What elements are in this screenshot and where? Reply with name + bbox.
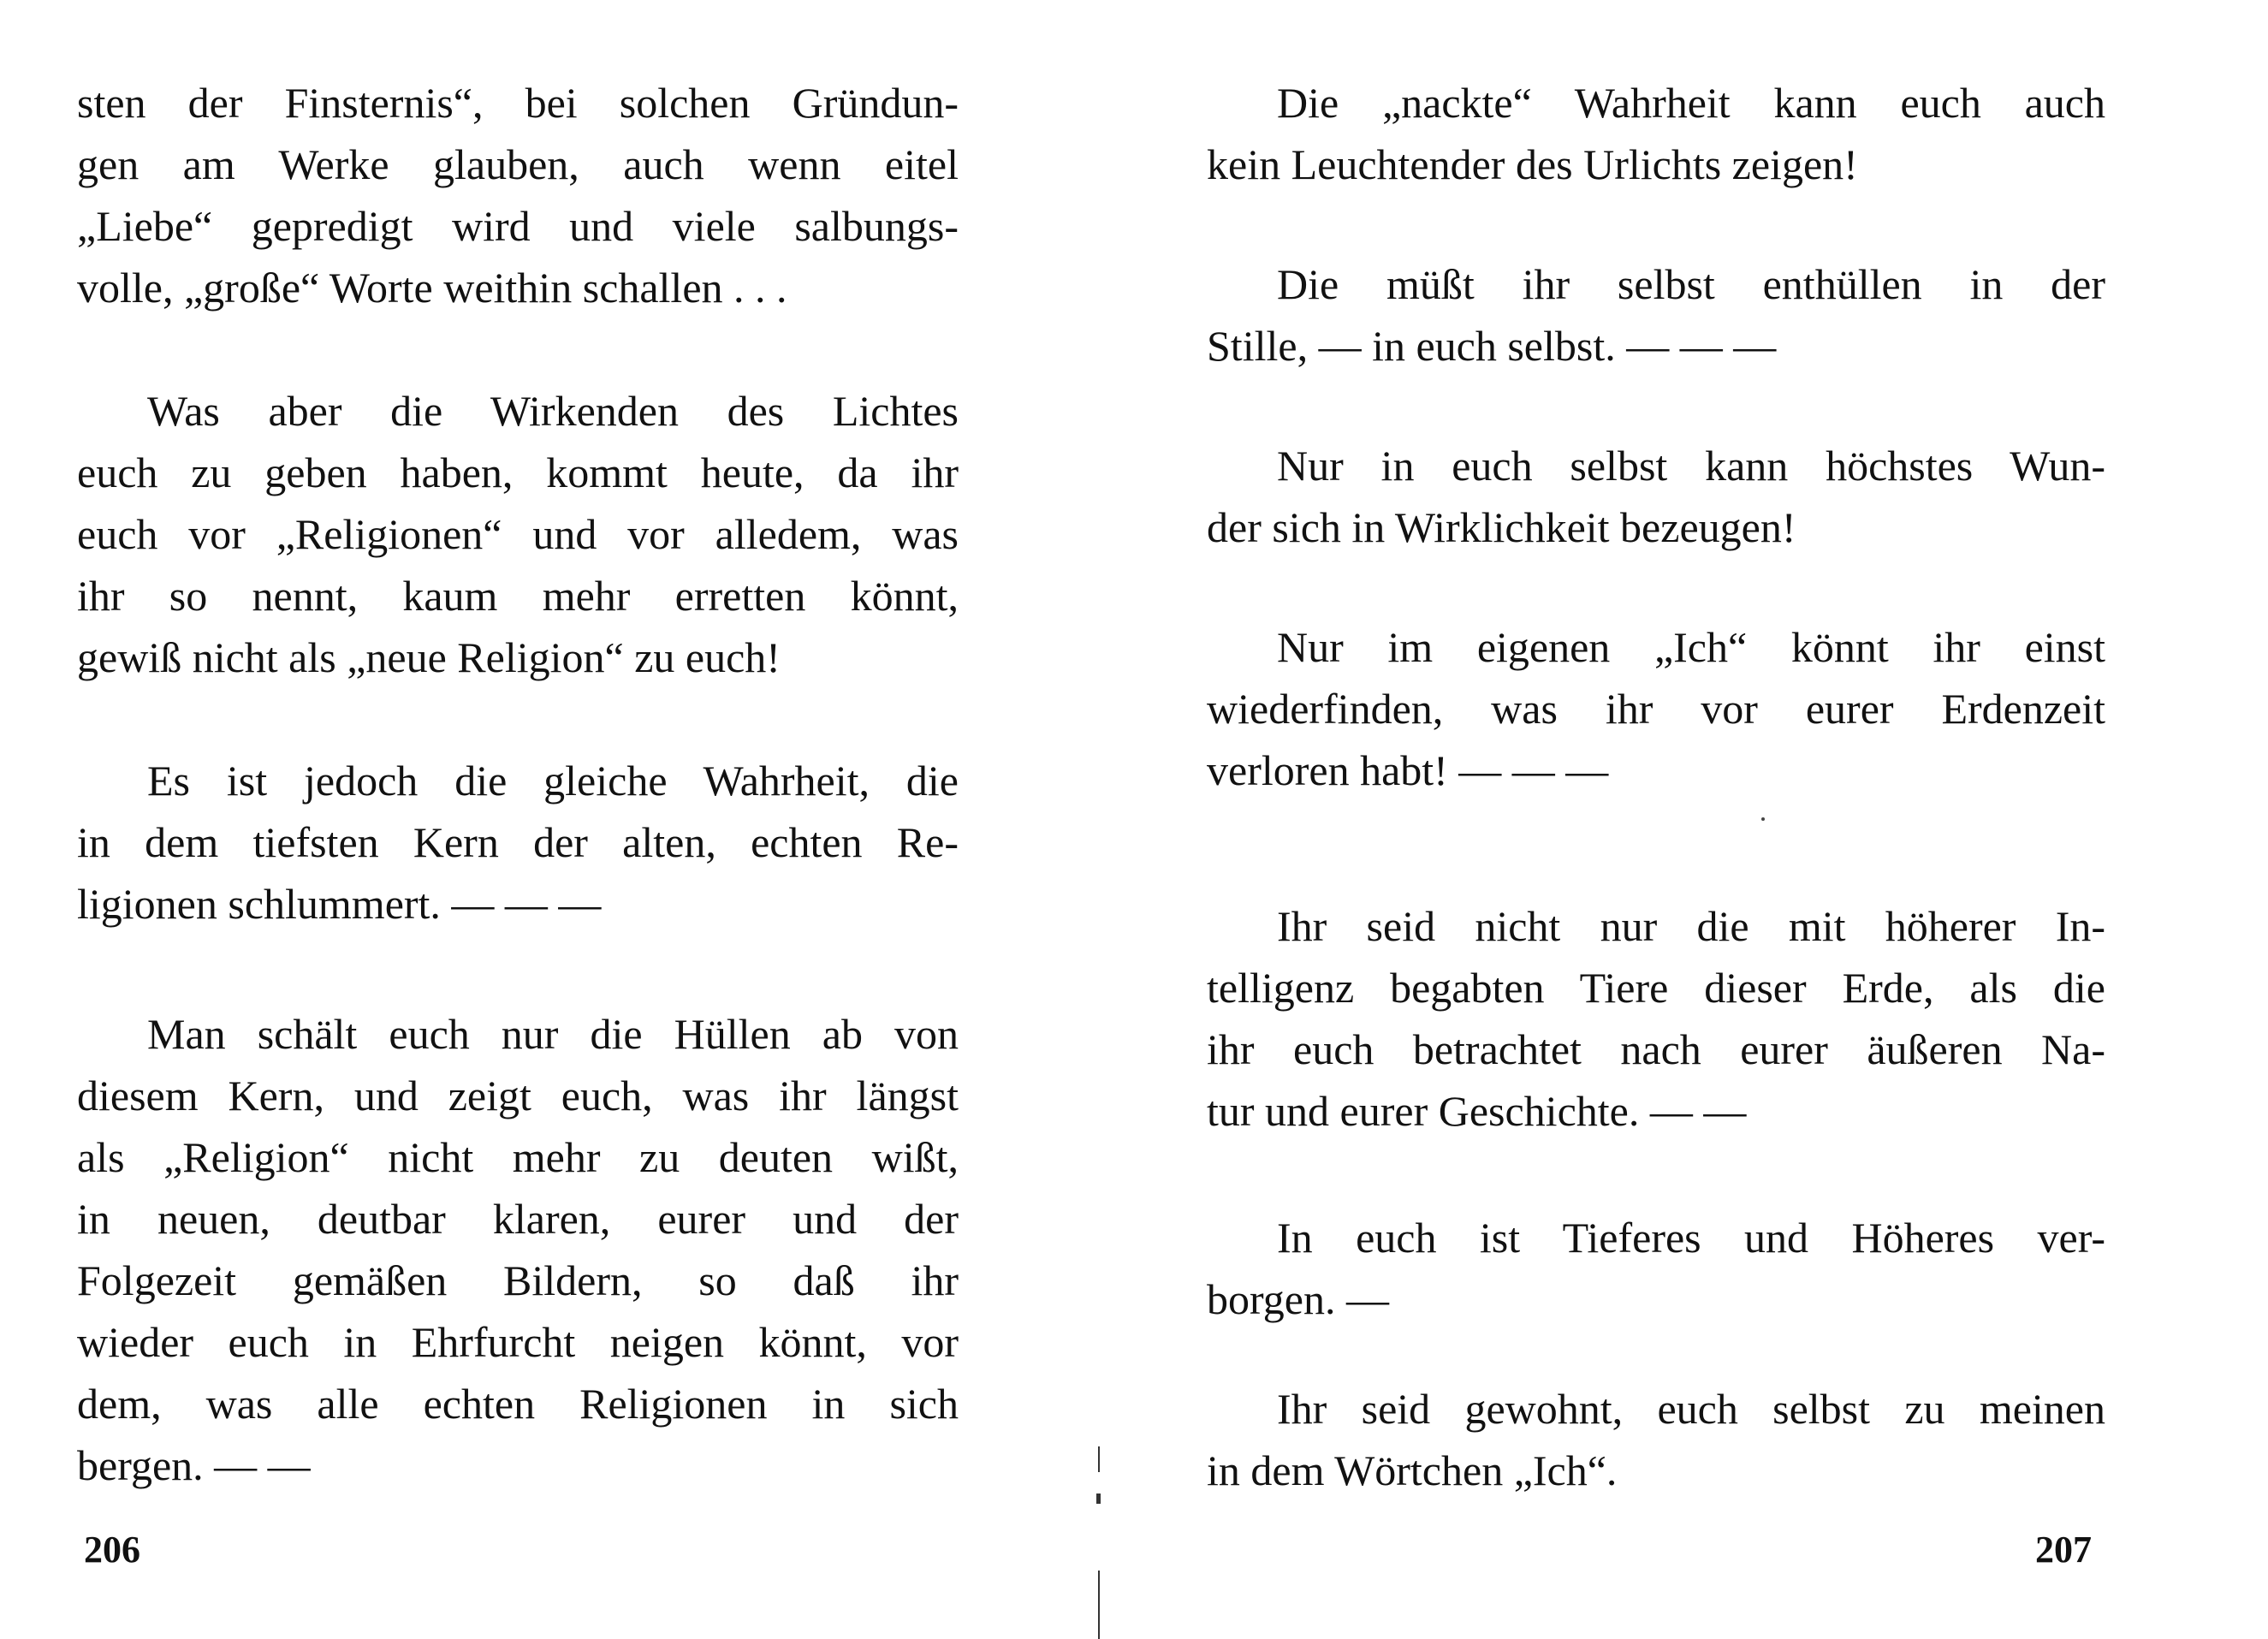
paragraph xyxy=(77,750,959,935)
text-line: euch zu geben haben, kommt heute, da ihr xyxy=(77,448,959,496)
paragraph-gap xyxy=(1207,1330,2105,1378)
text-line: wieder euch in Ehrfurcht neigen könnt, vor xyxy=(77,1318,959,1366)
text-line: Nur in euch selbst kann höchstes Wun- xyxy=(1277,442,2105,490)
text-line: in dem tiefsten Kern der alten, echten Re- xyxy=(77,818,959,866)
paragraph-gap xyxy=(1207,377,2105,435)
text-line: Die müßt ihr selbst enthüllen in der xyxy=(1277,260,2105,308)
text-line: sten der Finsternis“, bei solchen Gründun- xyxy=(77,79,959,127)
text-line: Die „nackte“ Wahrheit kann euch auch xyxy=(1277,79,2105,127)
text-line: Ihr seid nicht nur die mit höherer In- xyxy=(1277,902,2105,950)
text-line: als „Religion“ nicht mehr zu deuten wißt, xyxy=(77,1133,959,1181)
paragraph-gap xyxy=(77,935,959,1003)
text-line: Ihr seid gewohnt, euch selbst zu meinen xyxy=(1277,1385,2105,1433)
paragraph xyxy=(77,1003,959,1496)
paragraph xyxy=(1207,1207,2105,1330)
text-line: euch vor „Religionen“ und vor alledem, was xyxy=(77,510,959,558)
gutter-mark xyxy=(1096,1494,1101,1504)
text-line: in dem Wörtchen „Ich“. xyxy=(1207,1446,1618,1494)
text-line: volle, „große“ Worte weithin schallen . . . xyxy=(77,264,787,312)
paragraph-gap xyxy=(1207,801,2105,895)
paragraph-gap xyxy=(77,688,959,750)
text-line: diesem Kern, und zeigt euch, was ihr längst xyxy=(77,1072,959,1119)
text-line: verloren habt! — — — xyxy=(1207,746,1609,794)
text-line: tur und eurer Geschichte. — — xyxy=(1207,1087,1747,1135)
paragraph xyxy=(1207,616,2105,801)
text-line: borgen. — xyxy=(1207,1275,1389,1323)
text-line: gewiß nicht als „neue Religion“ zu euch! xyxy=(77,633,781,681)
left-page xyxy=(0,0,1113,1626)
text-line: In euch ist Tieferes und Höheres ver- xyxy=(1277,1214,2105,1262)
text-line: Stille, — in euch selbst. — — — xyxy=(1207,322,1777,370)
page-number: 206 xyxy=(84,1529,140,1571)
text-line: ligionen schlummert. — — — xyxy=(77,880,602,928)
text-line: wiederfinden, was ihr vor eurer Erdenzeit xyxy=(1207,685,2105,733)
text-line: bergen. — — xyxy=(77,1441,311,1489)
right-page-text xyxy=(1207,72,2105,1501)
paragraph xyxy=(1207,72,2105,195)
paragraph-gap xyxy=(1207,1142,2105,1207)
text-line: gen am Werke glauben, auch wenn eitel xyxy=(77,140,959,188)
page-number: 207 xyxy=(2035,1529,2092,1571)
left-page-text xyxy=(77,72,959,1496)
gutter-mark xyxy=(1098,1571,1100,1639)
text-line: kein Leuchtender des Urlichts zeigen! xyxy=(1207,140,1858,188)
paragraph-gap xyxy=(77,318,959,380)
text-line: ihr so nennt, kaum mehr erretten könnt, xyxy=(77,572,959,620)
text-line: dem, was alle echten Religionen in sich xyxy=(77,1380,959,1428)
paragraph xyxy=(1207,435,2105,558)
paragraph xyxy=(77,72,959,318)
text-line: Was aber die Wirkenden des Lichtes xyxy=(147,387,959,435)
text-line: Folgezeit gemäßen Bildern, so daß ihr xyxy=(77,1256,959,1304)
paragraph-gap xyxy=(1207,558,2105,616)
paragraph xyxy=(1207,253,2105,377)
gutter-mark xyxy=(1098,1446,1100,1472)
text-line: der sich in Wirklichkeit bezeugen! xyxy=(1207,503,1796,551)
text-line: „Liebe“ gepredigt wird und viele salbungs- xyxy=(77,202,959,250)
text-line: Nur im eigenen „Ich“ könnt ihr einst xyxy=(1277,623,2105,671)
text-line: ihr euch betrachtet nach eurer äußeren Na- xyxy=(1207,1025,2105,1073)
text-line: Es ist jedoch die gleiche Wahrheit, die xyxy=(147,757,959,805)
paragraph xyxy=(1207,895,2105,1142)
text-line: telligenz begabten Tiere dieser Erde, als die xyxy=(1207,964,2105,1012)
text-line: in neuen, deutbar klaren, eurer und der xyxy=(77,1195,959,1243)
paragraph xyxy=(1207,1378,2105,1501)
right-page xyxy=(1138,0,2268,1626)
text-line: Man schält euch nur die Hüllen ab von xyxy=(147,1010,959,1058)
paragraph xyxy=(77,380,959,688)
paragraph-gap xyxy=(1207,195,2105,253)
